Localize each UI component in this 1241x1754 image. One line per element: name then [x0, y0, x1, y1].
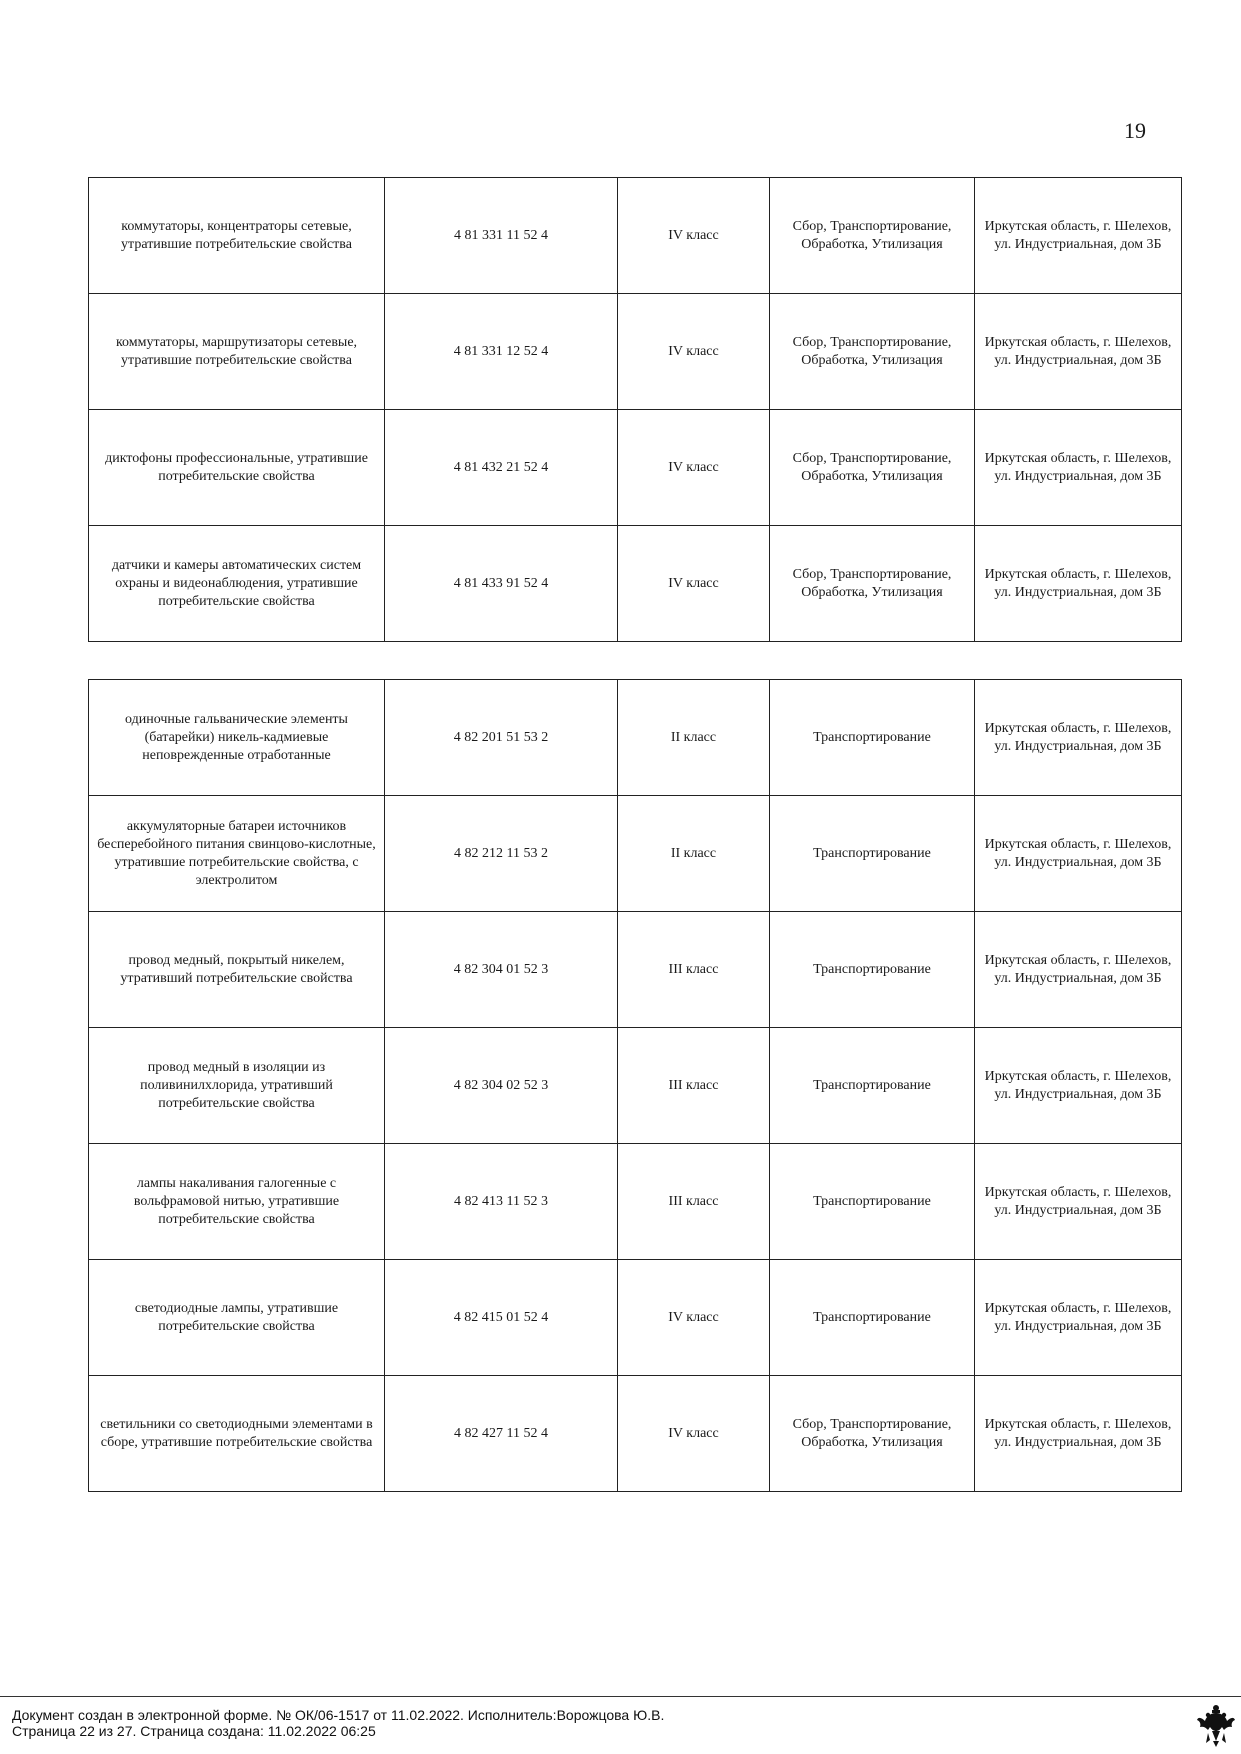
waste-name-cell: коммутаторы, маршрутизаторы сетевые, утратившие потребительские свойства: [89, 294, 385, 410]
waste-name-cell: коммутаторы, концентраторы сетевые, утратившие потребительские свойства: [89, 178, 385, 294]
hazard-class-cell: IV класс: [618, 294, 770, 410]
waste-table-part-1: [88, 177, 1182, 642]
waste-code-cell: 4 82 304 01 52 3: [385, 912, 618, 1028]
waste-code-cell: 4 81 331 12 52 4: [385, 294, 618, 410]
activity-cell: Транспортирование: [770, 1260, 975, 1376]
activity-cell: Транспортирование: [770, 796, 975, 912]
hazard-class-cell: II класс: [618, 796, 770, 912]
table-row: [89, 410, 1182, 526]
waste-code-cell: 4 81 432 21 52 4: [385, 410, 618, 526]
hazard-class-cell: IV класс: [618, 178, 770, 294]
address-cell: Иркутская область, г. Шелехов, ул. Индустриальная, дом 3Б: [975, 680, 1182, 796]
hazard-class-cell: III класс: [618, 1144, 770, 1260]
activity-cell: Транспортирование: [770, 1144, 975, 1260]
address-cell: Иркутская область, г. Шелехов, ул. Индустриальная, дом 3Б: [975, 526, 1182, 642]
hazard-class-cell: III класс: [618, 912, 770, 1028]
table-row: [89, 1260, 1182, 1376]
waste-name-cell: диктофоны профессиональные, утратившие потребительские свойства: [89, 410, 385, 526]
table-row: [89, 1376, 1182, 1492]
waste-table-part-2: [88, 679, 1182, 1492]
address-cell: Иркутская область, г. Шелехов, ул. Индустриальная, дом 3Б: [975, 178, 1182, 294]
table-row: [89, 178, 1182, 294]
hazard-class-cell: II класс: [618, 680, 770, 796]
address-cell: Иркутская область, г. Шелехов, ул. Индустриальная, дом 3Б: [975, 1028, 1182, 1144]
footer-text: [12, 1707, 664, 1739]
address-cell: Иркутская область, г. Шелехов, ул. Индустриальная, дом 3Б: [975, 912, 1182, 1028]
waste-name-cell: светодиодные лампы, утратившие потребительские свойства: [89, 1260, 385, 1376]
waste-code-cell: 4 82 201 51 53 2: [385, 680, 618, 796]
hazard-class-cell: IV класс: [618, 410, 770, 526]
activity-cell: Сбор, Транспортирование, Обработка, Утилизация: [770, 1376, 975, 1492]
waste-code-cell: 4 82 427 11 52 4: [385, 1376, 618, 1492]
waste-name-cell: датчики и камеры автоматических систем охраны и видеонаблюдения, утратившие потребительские свойства: [89, 526, 385, 642]
footer-line-document: Документ создан в электронной форме. № ОК/06-1517 от 11.02.2022. Исполнитель:Ворожцова Ю.В.: [12, 1707, 665, 1723]
waste-code-cell: 4 82 413 11 52 3: [385, 1144, 618, 1260]
activity-cell: Сбор, Транспортирование, Обработка, Утилизация: [770, 410, 975, 526]
table-row: [89, 294, 1182, 410]
activity-cell: Транспортирование: [770, 912, 975, 1028]
activity-cell: Сбор, Транспортирование, Обработка, Утилизация: [770, 178, 975, 294]
table-row: [89, 912, 1182, 1028]
hazard-class-cell: III класс: [618, 1028, 770, 1144]
activity-cell: Сбор, Транспортирование, Обработка, Утилизация: [770, 526, 975, 642]
table-row: [89, 526, 1182, 642]
table-row: [89, 680, 1182, 796]
waste-code-cell: 4 82 304 02 52 3: [385, 1028, 618, 1144]
waste-name-cell: провод медный в изоляции из поливинилхлорида, утративший потребительские свойства: [89, 1028, 385, 1144]
hazard-class-cell: IV класс: [618, 1376, 770, 1492]
waste-code-cell: 4 81 433 91 52 4: [385, 526, 618, 642]
table-row: [89, 796, 1182, 912]
page-number: 19: [1124, 118, 1146, 143]
address-cell: Иркутская область, г. Шелехов, ул. Индустриальная, дом 3Б: [975, 1260, 1182, 1376]
waste-code-cell: 4 82 415 01 52 4: [385, 1260, 618, 1376]
document-footer: [0, 1696, 1241, 1739]
waste-code-cell: 4 82 212 11 53 2: [385, 796, 618, 912]
waste-name-cell: провод медный, покрытый никелем, утративший потребительские свойства: [89, 912, 385, 1028]
hazard-class-cell: IV класс: [618, 1260, 770, 1376]
waste-name-cell: лампы накаливания галогенные с вольфрамовой нитью, утратившие потребительские свойства: [89, 1144, 385, 1260]
table-row: [89, 1144, 1182, 1260]
waste-name-cell: одиночные гальванические элементы (батарейки) никель-кадмиевые неповрежденные отработанные: [89, 680, 385, 796]
table-row: [89, 1028, 1182, 1144]
activity-cell: Транспортирование: [770, 680, 975, 796]
address-cell: Иркутская область, г. Шелехов, ул. Индустриальная, дом 3Б: [975, 1376, 1182, 1492]
address-cell: Иркутская область, г. Шелехов, ул. Индустриальная, дом 3Б: [975, 294, 1182, 410]
waste-name-cell: светильники со светодиодными элементами в сборе, утратившие потребительские свойства: [89, 1376, 385, 1492]
address-cell: Иркутская область, г. Шелехов, ул. Индустриальная, дом 3Б: [975, 410, 1182, 526]
double-headed-eagle-icon: [1196, 1703, 1236, 1747]
footer-line-page: Страница 22 из 27. Страница создана: 11.02.2022 06:25: [12, 1723, 376, 1739]
waste-name-cell: аккумуляторные батареи источников бесперебойного питания свинцово-кислотные, утратившие потребительские свойства, с электролитом: [89, 796, 385, 912]
activity-cell: Сбор, Транспортирование, Обработка, Утилизация: [770, 294, 975, 410]
hazard-class-cell: IV класс: [618, 526, 770, 642]
address-cell: Иркутская область, г. Шелехов, ул. Индустриальная, дом 3Б: [975, 796, 1182, 912]
waste-code-cell: 4 81 331 11 52 4: [385, 178, 618, 294]
address-cell: Иркутская область, г. Шелехов, ул. Индустриальная, дом 3Б: [975, 1144, 1182, 1260]
activity-cell: Транспортирование: [770, 1028, 975, 1144]
